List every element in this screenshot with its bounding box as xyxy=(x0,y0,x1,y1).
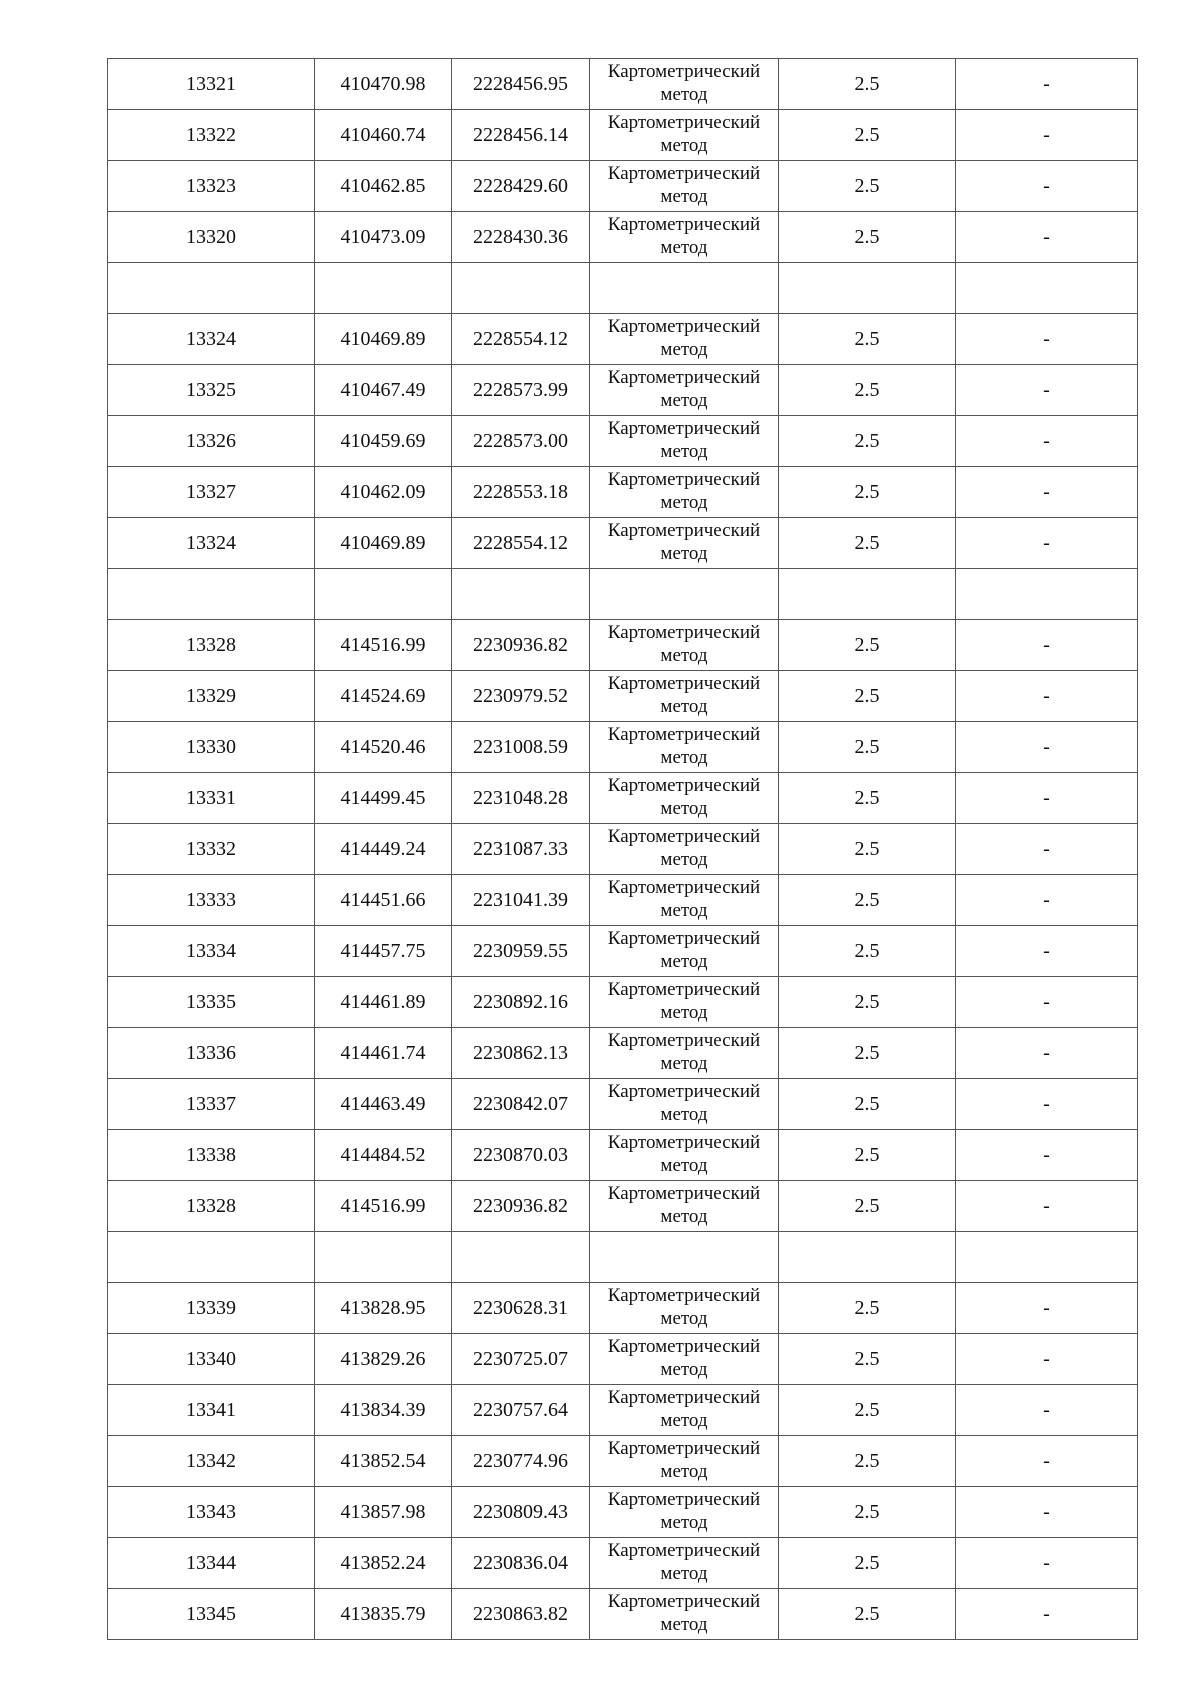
description-cell: - xyxy=(956,1385,1138,1436)
accuracy-cell: 2.5 xyxy=(779,926,956,977)
x-coordinate-cell: 410460.74 xyxy=(315,110,452,161)
table-row xyxy=(108,722,1138,773)
table-row xyxy=(108,1028,1138,1079)
method-cell: Картометрический метод xyxy=(590,722,779,773)
table-row xyxy=(108,212,1138,263)
x-coordinate-cell: 413852.24 xyxy=(315,1538,452,1589)
y-coordinate-cell xyxy=(452,1232,590,1283)
x-coordinate-cell: 413852.54 xyxy=(315,1436,452,1487)
point-number-cell: 13321 xyxy=(108,59,315,110)
method-cell: Картометрический метод xyxy=(590,110,779,161)
y-coordinate-cell: 2230836.04 xyxy=(452,1538,590,1589)
point-number-cell: 13331 xyxy=(108,773,315,824)
x-coordinate-cell xyxy=(315,569,452,620)
point-number-cell xyxy=(108,263,315,314)
description-cell: - xyxy=(956,1130,1138,1181)
x-coordinate-cell: 410469.89 xyxy=(315,314,452,365)
y-coordinate-cell: 2230936.82 xyxy=(452,1181,590,1232)
x-coordinate-cell: 410470.98 xyxy=(315,59,452,110)
accuracy-cell: 2.5 xyxy=(779,1538,956,1589)
accuracy-cell: 2.5 xyxy=(779,518,956,569)
method-cell: Картометрический метод xyxy=(590,314,779,365)
table-row xyxy=(108,1538,1138,1589)
accuracy-cell: 2.5 xyxy=(779,1436,956,1487)
method-cell: Картометрический метод xyxy=(590,59,779,110)
y-coordinate-cell: 2230628.31 xyxy=(452,1283,590,1334)
method-cell: Картометрический метод xyxy=(590,1181,779,1232)
method-cell: Картометрический метод xyxy=(590,467,779,518)
accuracy-cell: 2.5 xyxy=(779,1589,956,1640)
y-coordinate-cell: 2228554.12 xyxy=(452,314,590,365)
description-cell: - xyxy=(956,926,1138,977)
x-coordinate-cell xyxy=(315,1232,452,1283)
method-cell: Картометрический метод xyxy=(590,365,779,416)
description-cell: - xyxy=(956,416,1138,467)
y-coordinate-cell: 2231008.59 xyxy=(452,722,590,773)
x-coordinate-cell: 414449.24 xyxy=(315,824,452,875)
point-number-cell: 13345 xyxy=(108,1589,315,1640)
point-number-cell xyxy=(108,569,315,620)
accuracy-cell: 2.5 xyxy=(779,365,956,416)
x-coordinate-cell: 414524.69 xyxy=(315,671,452,722)
y-coordinate-cell: 2230892.16 xyxy=(452,977,590,1028)
method-cell xyxy=(590,569,779,620)
table-row xyxy=(108,1487,1138,1538)
accuracy-cell: 2.5 xyxy=(779,212,956,263)
y-coordinate-cell: 2230774.96 xyxy=(452,1436,590,1487)
point-number-cell: 13330 xyxy=(108,722,315,773)
description-cell: - xyxy=(956,314,1138,365)
method-cell: Картометрический метод xyxy=(590,926,779,977)
description-cell: - xyxy=(956,824,1138,875)
table-row xyxy=(108,1334,1138,1385)
table-row xyxy=(108,926,1138,977)
table-row xyxy=(108,518,1138,569)
x-coordinate-cell: 413828.95 xyxy=(315,1283,452,1334)
accuracy-cell: 2.5 xyxy=(779,722,956,773)
y-coordinate-cell: 2230757.64 xyxy=(452,1385,590,1436)
point-number-cell: 13333 xyxy=(108,875,315,926)
y-coordinate-cell: 2228429.60 xyxy=(452,161,590,212)
y-coordinate-cell: 2230979.52 xyxy=(452,671,590,722)
x-coordinate-cell: 410467.49 xyxy=(315,365,452,416)
method-cell: Картометрический метод xyxy=(590,671,779,722)
y-coordinate-cell: 2230870.03 xyxy=(452,1130,590,1181)
table-row xyxy=(108,1283,1138,1334)
accuracy-cell: 2.5 xyxy=(779,314,956,365)
description-cell: - xyxy=(956,212,1138,263)
point-number-cell: 13329 xyxy=(108,671,315,722)
point-number-cell: 13338 xyxy=(108,1130,315,1181)
accuracy-cell xyxy=(779,1232,956,1283)
description-cell: - xyxy=(956,1079,1138,1130)
point-number-cell: 13341 xyxy=(108,1385,315,1436)
table-row xyxy=(108,671,1138,722)
table-row xyxy=(108,416,1138,467)
accuracy-cell: 2.5 xyxy=(779,110,956,161)
point-number-cell: 13344 xyxy=(108,1538,315,1589)
accuracy-cell xyxy=(779,569,956,620)
table-row xyxy=(108,875,1138,926)
accuracy-cell: 2.5 xyxy=(779,161,956,212)
description-cell: - xyxy=(956,110,1138,161)
accuracy-cell: 2.5 xyxy=(779,671,956,722)
accuracy-cell: 2.5 xyxy=(779,1283,956,1334)
point-number-cell: 13327 xyxy=(108,467,315,518)
x-coordinate-cell: 410469.89 xyxy=(315,518,452,569)
table-row xyxy=(108,110,1138,161)
method-cell: Картометрический метод xyxy=(590,1079,779,1130)
accuracy-cell: 2.5 xyxy=(779,467,956,518)
y-coordinate-cell xyxy=(452,263,590,314)
description-cell: - xyxy=(956,671,1138,722)
description-cell: - xyxy=(956,1589,1138,1640)
point-number-cell: 13332 xyxy=(108,824,315,875)
table-row xyxy=(108,1436,1138,1487)
x-coordinate-cell: 414457.75 xyxy=(315,926,452,977)
x-coordinate-cell: 414484.52 xyxy=(315,1130,452,1181)
y-coordinate-cell: 2228456.14 xyxy=(452,110,590,161)
x-coordinate-cell xyxy=(315,263,452,314)
x-coordinate-cell: 413834.39 xyxy=(315,1385,452,1436)
y-coordinate-cell: 2228553.18 xyxy=(452,467,590,518)
y-coordinate-cell: 2231087.33 xyxy=(452,824,590,875)
table-row xyxy=(108,1385,1138,1436)
table-row xyxy=(108,1130,1138,1181)
x-coordinate-cell: 413857.98 xyxy=(315,1487,452,1538)
method-cell: Картометрический метод xyxy=(590,620,779,671)
description-cell: - xyxy=(956,1283,1138,1334)
description-cell: - xyxy=(956,620,1138,671)
y-coordinate-cell: 2230936.82 xyxy=(452,620,590,671)
separator-row xyxy=(108,1232,1138,1283)
accuracy-cell: 2.5 xyxy=(779,875,956,926)
table-row xyxy=(108,1079,1138,1130)
y-coordinate-cell: 2230862.13 xyxy=(452,1028,590,1079)
x-coordinate-cell: 414516.99 xyxy=(315,1181,452,1232)
point-number-cell: 13342 xyxy=(108,1436,315,1487)
point-number-cell: 13320 xyxy=(108,212,315,263)
table-row xyxy=(108,977,1138,1028)
method-cell: Картометрический метод xyxy=(590,416,779,467)
accuracy-cell xyxy=(779,263,956,314)
description-cell: - xyxy=(956,773,1138,824)
description-cell: - xyxy=(956,1538,1138,1589)
y-coordinate-cell: 2231048.28 xyxy=(452,773,590,824)
x-coordinate-cell: 414520.46 xyxy=(315,722,452,773)
point-number-cell: 13336 xyxy=(108,1028,315,1079)
y-coordinate-cell: 2230959.55 xyxy=(452,926,590,977)
accuracy-cell: 2.5 xyxy=(779,620,956,671)
accuracy-cell: 2.5 xyxy=(779,1487,956,1538)
description-cell: - xyxy=(956,1487,1138,1538)
table-row xyxy=(108,824,1138,875)
point-number-cell: 13334 xyxy=(108,926,315,977)
y-coordinate-cell: 2228573.00 xyxy=(452,416,590,467)
description-cell: - xyxy=(956,1334,1138,1385)
method-cell: Картометрический метод xyxy=(590,1334,779,1385)
table-row xyxy=(108,365,1138,416)
method-cell: Картометрический метод xyxy=(590,773,779,824)
description-cell: - xyxy=(956,161,1138,212)
accuracy-cell: 2.5 xyxy=(779,416,956,467)
method-cell: Картометрический метод xyxy=(590,1130,779,1181)
x-coordinate-cell: 410462.85 xyxy=(315,161,452,212)
description-cell: - xyxy=(956,518,1138,569)
description-cell xyxy=(956,1232,1138,1283)
accuracy-cell: 2.5 xyxy=(779,1130,956,1181)
point-number-cell: 13323 xyxy=(108,161,315,212)
coordinates-table xyxy=(107,58,1138,1640)
accuracy-cell: 2.5 xyxy=(779,824,956,875)
description-cell xyxy=(956,569,1138,620)
x-coordinate-cell: 414461.89 xyxy=(315,977,452,1028)
method-cell: Картометрический метод xyxy=(590,212,779,263)
separator-row xyxy=(108,569,1138,620)
accuracy-cell: 2.5 xyxy=(779,59,956,110)
y-coordinate-cell: 2231041.39 xyxy=(452,875,590,926)
point-number-cell: 13325 xyxy=(108,365,315,416)
y-coordinate-cell: 2228554.12 xyxy=(452,518,590,569)
y-coordinate-cell xyxy=(452,569,590,620)
y-coordinate-cell: 2228573.99 xyxy=(452,365,590,416)
y-coordinate-cell: 2230809.43 xyxy=(452,1487,590,1538)
point-number-cell xyxy=(108,1232,315,1283)
accuracy-cell: 2.5 xyxy=(779,977,956,1028)
coordinates-table-body xyxy=(108,59,1138,1640)
point-number-cell: 13324 xyxy=(108,314,315,365)
y-coordinate-cell: 2230842.07 xyxy=(452,1079,590,1130)
method-cell: Картометрический метод xyxy=(590,161,779,212)
point-number-cell: 13326 xyxy=(108,416,315,467)
table-row xyxy=(108,314,1138,365)
description-cell xyxy=(956,263,1138,314)
table-row xyxy=(108,620,1138,671)
separator-row xyxy=(108,263,1138,314)
x-coordinate-cell: 414516.99 xyxy=(315,620,452,671)
method-cell: Картометрический метод xyxy=(590,518,779,569)
description-cell: - xyxy=(956,365,1138,416)
description-cell: - xyxy=(956,1181,1138,1232)
method-cell: Картометрический метод xyxy=(590,824,779,875)
x-coordinate-cell: 410459.69 xyxy=(315,416,452,467)
accuracy-cell: 2.5 xyxy=(779,773,956,824)
x-coordinate-cell: 414461.74 xyxy=(315,1028,452,1079)
method-cell: Картометрический метод xyxy=(590,1385,779,1436)
description-cell: - xyxy=(956,1028,1138,1079)
y-coordinate-cell: 2230725.07 xyxy=(452,1334,590,1385)
method-cell: Картометрический метод xyxy=(590,1028,779,1079)
x-coordinate-cell: 414451.66 xyxy=(315,875,452,926)
method-cell: Картометрический метод xyxy=(590,1589,779,1640)
y-coordinate-cell: 2228456.95 xyxy=(452,59,590,110)
x-coordinate-cell: 414463.49 xyxy=(315,1079,452,1130)
table-row xyxy=(108,467,1138,518)
point-number-cell: 13339 xyxy=(108,1283,315,1334)
x-coordinate-cell: 413835.79 xyxy=(315,1589,452,1640)
x-coordinate-cell: 413829.26 xyxy=(315,1334,452,1385)
description-cell: - xyxy=(956,467,1138,518)
description-cell: - xyxy=(956,1436,1138,1487)
table-row xyxy=(108,773,1138,824)
table-row xyxy=(108,161,1138,212)
method-cell xyxy=(590,263,779,314)
point-number-cell: 13324 xyxy=(108,518,315,569)
y-coordinate-cell: 2228430.36 xyxy=(452,212,590,263)
description-cell: - xyxy=(956,722,1138,773)
description-cell: - xyxy=(956,59,1138,110)
point-number-cell: 13328 xyxy=(108,620,315,671)
method-cell: Картометрический метод xyxy=(590,1283,779,1334)
x-coordinate-cell: 414499.45 xyxy=(315,773,452,824)
method-cell xyxy=(590,1232,779,1283)
accuracy-cell: 2.5 xyxy=(779,1385,956,1436)
point-number-cell: 13337 xyxy=(108,1079,315,1130)
x-coordinate-cell: 410473.09 xyxy=(315,212,452,263)
description-cell: - xyxy=(956,977,1138,1028)
description-cell: - xyxy=(956,875,1138,926)
accuracy-cell: 2.5 xyxy=(779,1079,956,1130)
method-cell: Картометрический метод xyxy=(590,1538,779,1589)
table-row xyxy=(108,1589,1138,1640)
point-number-cell: 13322 xyxy=(108,110,315,161)
method-cell: Картометрический метод xyxy=(590,977,779,1028)
point-number-cell: 13340 xyxy=(108,1334,315,1385)
accuracy-cell: 2.5 xyxy=(779,1181,956,1232)
y-coordinate-cell: 2230863.82 xyxy=(452,1589,590,1640)
x-coordinate-cell: 410462.09 xyxy=(315,467,452,518)
accuracy-cell: 2.5 xyxy=(779,1028,956,1079)
point-number-cell: 13335 xyxy=(108,977,315,1028)
method-cell: Картометрический метод xyxy=(590,875,779,926)
point-number-cell: 13328 xyxy=(108,1181,315,1232)
method-cell: Картометрический метод xyxy=(590,1436,779,1487)
point-number-cell: 13343 xyxy=(108,1487,315,1538)
method-cell: Картометрический метод xyxy=(590,1487,779,1538)
table-row xyxy=(108,59,1138,110)
accuracy-cell: 2.5 xyxy=(779,1334,956,1385)
table-row xyxy=(108,1181,1138,1232)
